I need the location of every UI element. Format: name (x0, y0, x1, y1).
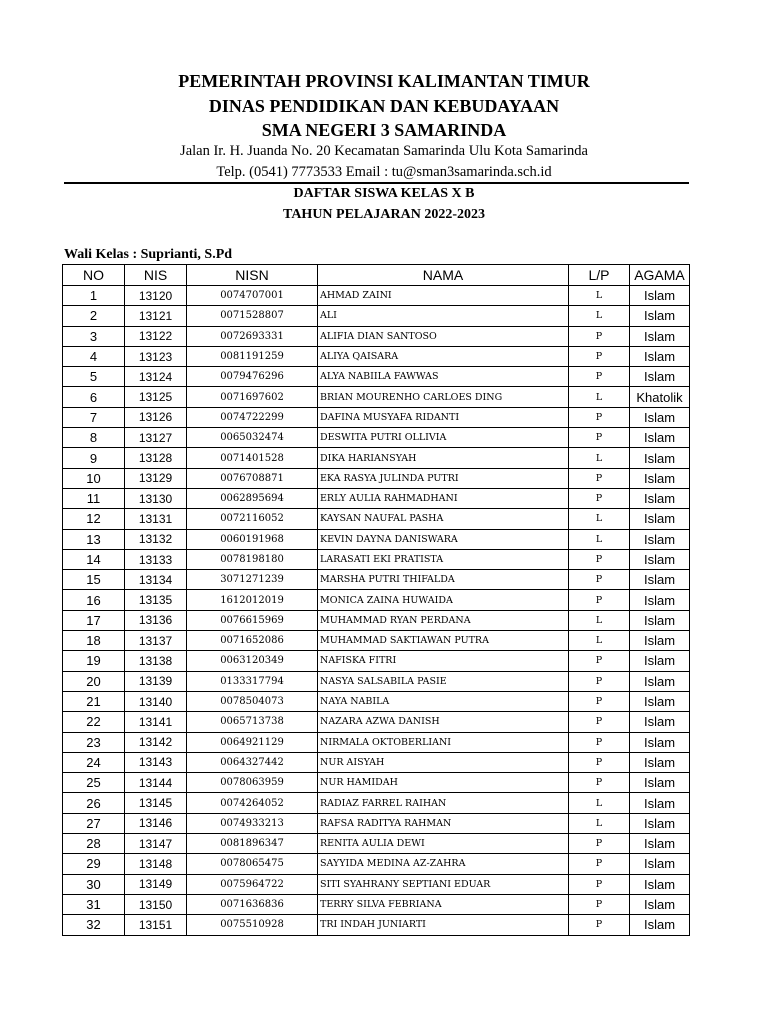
column-header-nis: NIS (125, 265, 187, 286)
cell-lp: L (569, 813, 630, 833)
table-row (63, 448, 690, 468)
cell-lp: L (569, 631, 630, 651)
table-row (63, 691, 690, 711)
cell-nis: 13140 (125, 691, 187, 711)
cell-lp: P (569, 874, 630, 894)
cell-lp: P (569, 367, 630, 387)
cell-nama: KEVIN DAYNA DANISWARA (318, 529, 569, 549)
cell-nama: SAYYIDA MEDINA AZ-ZAHRA (318, 854, 569, 874)
cell-lp: L (569, 610, 630, 630)
cell-nisn: 0071528807 (187, 306, 318, 326)
cell-nis: 13139 (125, 671, 187, 691)
table-row (63, 346, 690, 366)
table-row (63, 570, 690, 590)
cell-nisn: 0075510928 (187, 915, 318, 935)
cell-nisn: 0071697602 (187, 387, 318, 407)
table-body (63, 286, 690, 936)
table-row (63, 773, 690, 793)
column-header-agama: AGAMA (630, 265, 690, 286)
cell-nis: 13122 (125, 326, 187, 346)
cell-agama: Islam (630, 509, 690, 529)
cell-lp: P (569, 651, 630, 671)
header-school: SMA NEGERI 3 SAMARINDA (261, 120, 507, 140)
cell-lp: L (569, 529, 630, 549)
cell-lp: P (569, 428, 630, 448)
cell-agama: Islam (630, 691, 690, 711)
cell-no: 24 (63, 752, 125, 772)
cell-lp: L (569, 387, 630, 407)
cell-nis: 13138 (125, 651, 187, 671)
cell-nisn: 0074722299 (187, 407, 318, 427)
cell-lp: P (569, 834, 630, 854)
cell-nama: RENITA AULIA DEWI (318, 834, 569, 854)
cell-nisn: 3071271239 (187, 570, 318, 590)
cell-nis: 13129 (125, 468, 187, 488)
cell-nis: 13133 (125, 549, 187, 569)
cell-nis: 13123 (125, 346, 187, 366)
cell-nis: 13125 (125, 387, 187, 407)
header-contact: Telp. (0541) 7773533 Email : tu@sman3samarinda.sch.id (216, 164, 552, 180)
cell-agama: Islam (630, 529, 690, 549)
cell-lp: P (569, 915, 630, 935)
cell-agama: Islam (630, 712, 690, 732)
cell-agama: Islam (630, 854, 690, 874)
cell-nisn: 0079476296 (187, 367, 318, 387)
cell-no: 1 (63, 286, 125, 306)
cell-nama: SITI SYAHRANY SEPTIANI EDUAR (318, 874, 569, 894)
cell-agama: Islam (630, 813, 690, 833)
cell-nama: RADIAZ FARREL RAIHAN (318, 793, 569, 813)
cell-lp: L (569, 448, 630, 468)
table-row (63, 793, 690, 813)
cell-lp: P (569, 346, 630, 366)
cell-no: 23 (63, 732, 125, 752)
cell-nisn: 0076708871 (187, 468, 318, 488)
cell-agama: Islam (630, 834, 690, 854)
cell-agama: Islam (630, 468, 690, 488)
cell-nis: 13132 (125, 529, 187, 549)
cell-nama: TERRY SILVA FEBRIANA (318, 894, 569, 914)
cell-lp: P (569, 691, 630, 711)
cell-no: 29 (63, 854, 125, 874)
student-table (62, 264, 690, 936)
cell-nama: MUHAMMAD SAKTIAWAN PUTRA (318, 631, 569, 651)
cell-agama: Islam (630, 570, 690, 590)
table-row (63, 752, 690, 772)
cell-nis: 13151 (125, 915, 187, 935)
cell-no: 2 (63, 306, 125, 326)
cell-no: 20 (63, 671, 125, 691)
table-row (63, 732, 690, 752)
column-header-lp: L/P (569, 265, 630, 286)
cell-nis: 13150 (125, 894, 187, 914)
table-row (63, 813, 690, 833)
cell-nama: AHMAD ZAINI (318, 286, 569, 306)
cell-nis: 13126 (125, 407, 187, 427)
cell-agama: Islam (630, 590, 690, 610)
cell-nisn: 0076615969 (187, 610, 318, 630)
cell-lp: P (569, 590, 630, 610)
cell-agama: Islam (630, 346, 690, 366)
cell-nama: ALIFIA DIAN SANTOSO (318, 326, 569, 346)
document-subtitle: TAHUN PELAJARAN 2022-2023 (283, 207, 485, 222)
column-header-nisn: NISN (187, 265, 318, 286)
cell-lp: P (569, 326, 630, 346)
cell-nama: TRI INDAH JUNIARTI (318, 915, 569, 935)
cell-no: 3 (63, 326, 125, 346)
cell-nis: 13141 (125, 712, 187, 732)
table-row (63, 834, 690, 854)
cell-lp: P (569, 671, 630, 691)
cell-agama: Islam (630, 773, 690, 793)
cell-nis: 13148 (125, 854, 187, 874)
cell-nisn: 0078504073 (187, 691, 318, 711)
cell-no: 7 (63, 407, 125, 427)
cell-no: 8 (63, 428, 125, 448)
cell-nama: LARASATI EKI PRATISTA (318, 549, 569, 569)
cell-no: 31 (63, 894, 125, 914)
cell-lp: L (569, 793, 630, 813)
cell-nisn: 0060191968 (187, 529, 318, 549)
cell-agama: Islam (630, 793, 690, 813)
table-row (63, 854, 690, 874)
table-row (63, 306, 690, 326)
cell-agama: Islam (630, 752, 690, 772)
cell-nisn: 0072693331 (187, 326, 318, 346)
table-row (63, 387, 690, 407)
table-row (63, 428, 690, 448)
cell-lp: P (569, 773, 630, 793)
header-department: DINAS PENDIDIKAN DAN KEBUDAYAAN (208, 96, 560, 116)
cell-lp: P (569, 854, 630, 874)
cell-nis: 13143 (125, 752, 187, 772)
cell-nama: MARSHA PUTRI THIFALDA (318, 570, 569, 590)
cell-agama: Islam (630, 306, 690, 326)
table-row (63, 631, 690, 651)
cell-agama: Islam (630, 428, 690, 448)
cell-nama: DAFINA MUSYAFA RIDANTI (318, 407, 569, 427)
cell-no: 15 (63, 570, 125, 590)
cell-nis: 13144 (125, 773, 187, 793)
cell-nama: ALYA NABIILA FAWWAS (318, 367, 569, 387)
cell-nisn: 0078065475 (187, 854, 318, 874)
cell-agama: Islam (630, 488, 690, 508)
cell-no: 5 (63, 367, 125, 387)
cell-no: 18 (63, 631, 125, 651)
cell-no: 13 (63, 529, 125, 549)
cell-nisn: 0075964722 (187, 874, 318, 894)
cell-agama: Islam (630, 631, 690, 651)
cell-nisn: 0064327442 (187, 752, 318, 772)
cell-no: 12 (63, 509, 125, 529)
cell-nisn: 0078063959 (187, 773, 318, 793)
cell-lp: P (569, 752, 630, 772)
cell-nis: 13147 (125, 834, 187, 854)
cell-nis: 13128 (125, 448, 187, 468)
cell-nama: BRIAN MOURENHO CARLOES DING (318, 387, 569, 407)
cell-nisn: 0071636836 (187, 894, 318, 914)
cell-agama: Islam (630, 286, 690, 306)
cell-nis: 13136 (125, 610, 187, 630)
cell-agama: Islam (630, 610, 690, 630)
table-row (63, 509, 690, 529)
cell-nama: NAYA NABILA (318, 691, 569, 711)
cell-agama: Islam (630, 894, 690, 914)
cell-no: 21 (63, 691, 125, 711)
cell-nama: ALI (318, 306, 569, 326)
cell-no: 27 (63, 813, 125, 833)
header-divider (64, 182, 689, 184)
cell-nama: MONICA ZAINA HUWAIDA (318, 590, 569, 610)
header-province: PEMERINTAH PROVINSI KALIMANTAN TIMUR (178, 71, 590, 91)
cell-nis: 13127 (125, 428, 187, 448)
cell-nama: ALIYA QAISARA (318, 346, 569, 366)
cell-nisn: 0072116052 (187, 509, 318, 529)
table-row (63, 590, 690, 610)
column-header-nama: NAMA (318, 265, 569, 286)
cell-no: 19 (63, 651, 125, 671)
table-row (63, 894, 690, 914)
cell-no: 25 (63, 773, 125, 793)
cell-no: 14 (63, 549, 125, 569)
cell-nis: 13142 (125, 732, 187, 752)
cell-nisn: 0064921129 (187, 732, 318, 752)
cell-nisn: 0078198180 (187, 549, 318, 569)
cell-nama: MUHAMMAD RYAN PERDANA (318, 610, 569, 630)
document-title: DAFTAR SISWA KELAS X B (293, 186, 475, 201)
cell-nis: 13134 (125, 570, 187, 590)
table-row (63, 549, 690, 569)
cell-nis: 13135 (125, 590, 187, 610)
cell-no: 30 (63, 874, 125, 894)
cell-nis: 13120 (125, 286, 187, 306)
table-row (63, 874, 690, 894)
cell-agama: Islam (630, 651, 690, 671)
table-row (63, 529, 690, 549)
cell-no: 22 (63, 712, 125, 732)
cell-no: 32 (63, 915, 125, 935)
cell-lp: P (569, 488, 630, 508)
cell-no: 10 (63, 468, 125, 488)
cell-nis: 13130 (125, 488, 187, 508)
cell-nis: 13121 (125, 306, 187, 326)
cell-agama: Islam (630, 874, 690, 894)
cell-nama: DIKA HARIANSYAH (318, 448, 569, 468)
cell-lp: P (569, 570, 630, 590)
cell-agama: Islam (630, 367, 690, 387)
table-row (63, 671, 690, 691)
cell-nisn: 0071652086 (187, 631, 318, 651)
table-row (63, 286, 690, 306)
cell-nama: ERLY AULIA RAHMADHANI (318, 488, 569, 508)
table-row (63, 488, 690, 508)
cell-lp: L (569, 306, 630, 326)
table-row (63, 367, 690, 387)
cell-no: 28 (63, 834, 125, 854)
cell-no: 4 (63, 346, 125, 366)
cell-nis: 13131 (125, 509, 187, 529)
cell-agama: Islam (630, 915, 690, 935)
table-row (63, 610, 690, 630)
cell-agama: Islam (630, 326, 690, 346)
cell-nis: 13145 (125, 793, 187, 813)
cell-nama: EKA RASYA JULINDA PUTRI (318, 468, 569, 488)
cell-no: 11 (63, 488, 125, 508)
cell-agama: Islam (630, 732, 690, 752)
cell-nisn: 0081191259 (187, 346, 318, 366)
table-row (63, 651, 690, 671)
table-header-row (63, 265, 690, 286)
cell-nama: NASYA SALSABILA PASIE (318, 671, 569, 691)
cell-nisn: 0074707001 (187, 286, 318, 306)
cell-agama: Islam (630, 448, 690, 468)
cell-lp: P (569, 549, 630, 569)
table-row (63, 468, 690, 488)
cell-nisn: 0065032474 (187, 428, 318, 448)
cell-nisn: 0063120349 (187, 651, 318, 671)
cell-no: 17 (63, 610, 125, 630)
cell-lp: P (569, 732, 630, 752)
homeroom-teacher: Wali Kelas : Suprianti, S.Pd (64, 247, 233, 262)
table-row (63, 915, 690, 935)
cell-nis: 13124 (125, 367, 187, 387)
cell-nama: NAZARA AZWA DANISH (318, 712, 569, 732)
cell-lp: L (569, 509, 630, 529)
cell-nisn: 0133317794 (187, 671, 318, 691)
cell-lp: P (569, 712, 630, 732)
table-row (63, 712, 690, 732)
cell-no: 6 (63, 387, 125, 407)
cell-nis: 13137 (125, 631, 187, 651)
cell-nama: NUR HAMIDAH (318, 773, 569, 793)
cell-nisn: 0065713738 (187, 712, 318, 732)
cell-nama: NAFISKA FITRI (318, 651, 569, 671)
cell-nama: NIRMALA OKTOBERLIANI (318, 732, 569, 752)
cell-agama: Islam (630, 549, 690, 569)
cell-nisn: 0074933213 (187, 813, 318, 833)
cell-lp: L (569, 286, 630, 306)
cell-lp: P (569, 407, 630, 427)
cell-lp: P (569, 468, 630, 488)
cell-nisn: 0071401528 (187, 448, 318, 468)
table-row (63, 407, 690, 427)
header-address: Jalan Ir. H. Juanda No. 20 Kecamatan Samarinda Ulu Kota Samarinda (180, 143, 588, 159)
table-row (63, 326, 690, 346)
cell-nisn: 0062895694 (187, 488, 318, 508)
cell-no: 9 (63, 448, 125, 468)
cell-nama: NUR AISYAH (318, 752, 569, 772)
cell-agama: Islam (630, 671, 690, 691)
cell-nisn: 0074264052 (187, 793, 318, 813)
cell-nis: 13149 (125, 874, 187, 894)
cell-agama: Islam (630, 407, 690, 427)
cell-nisn: 0081896347 (187, 834, 318, 854)
cell-no: 16 (63, 590, 125, 610)
cell-nisn: 1612012019 (187, 590, 318, 610)
cell-lp: P (569, 894, 630, 914)
column-header-no: NO (63, 265, 125, 286)
cell-nis: 13146 (125, 813, 187, 833)
cell-agama: Khatolik (630, 387, 690, 407)
cell-nama: KAYSAN NAUFAL PASHA (318, 509, 569, 529)
cell-no: 26 (63, 793, 125, 813)
cell-nama: DESWITA PUTRI OLLIVIA (318, 428, 569, 448)
cell-nama: RAFSA RADITYA RAHMAN (318, 813, 569, 833)
